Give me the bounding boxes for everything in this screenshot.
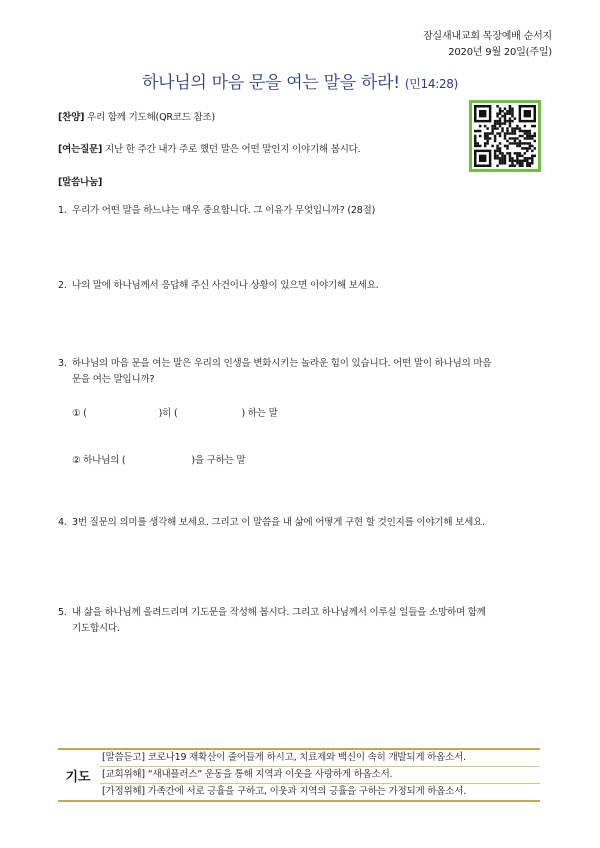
question-number: 2.	[58, 280, 67, 291]
prayer-item: [가정위해] 가족간에 서로 긍휼을 구하고, 이웃과 지역의 긍휼을 구하는 가정되게 하옵소서.	[100, 783, 540, 800]
question-number: 3.	[58, 358, 67, 369]
option-1	[72, 405, 278, 419]
prayer-item: [말씀듣고] 코로나19 재확산이 줄어들게 하시고, 치료제와 백신이 속히 개발되게 하옵소서.	[102, 752, 466, 763]
option-2-part-a: ② 하나님의 (	[72, 455, 126, 466]
service-date: 2020년 9월 20일(주일)	[448, 47, 552, 58]
page-title	[0, 68, 600, 93]
praise-line	[58, 109, 215, 123]
question-4	[58, 515, 548, 531]
question-text: 내 삶을 하나님께 올려드리며 기도문을 작성해 봅시다. 그리고 하나님께서 이루실 일들을 소망하며 함께	[72, 607, 486, 618]
question-text: 우리가 어떤 말을 하느냐는 매우 중요합니다. 그 이유가 무엇입니까? (28절)	[72, 205, 376, 216]
qr-code-icon[interactable]	[469, 100, 541, 172]
question-number: 1.	[58, 205, 67, 216]
question-number: 5.	[58, 607, 67, 618]
question-2	[58, 278, 548, 294]
option-1-part-a: ① (	[72, 408, 87, 419]
question-1	[58, 203, 548, 219]
question-number: 4.	[58, 517, 67, 528]
opening-text: 지난 한 주간 내가 주로 했던 말은 어떤 말인지 이야기해 봅시다.	[105, 144, 361, 155]
sharing-tag: [말씀나눔]	[58, 177, 103, 188]
qr-code-graphic	[474, 105, 536, 167]
prayer-box	[58, 748, 540, 802]
church-name: 잠실새내교회 목장예배 순서지	[423, 31, 552, 42]
question-text-continued: 문을 여는 말입니까?	[72, 374, 155, 385]
question-5	[58, 605, 548, 637]
option-2-part-b: )을 구하는 말	[191, 455, 246, 466]
option-2	[72, 452, 245, 466]
question-text: 나의 말에 하나님께서 응답해 주신 사건이나 상황이 있으면 이야기해 보세요.	[72, 280, 379, 291]
question-text: 하나님의 마음 문을 여는 말은 우리의 인생을 변화시키는 놀라운 힘이 있습니다. 어떤 말이 하나님의 마음	[72, 358, 492, 369]
question-3	[58, 356, 548, 388]
title-main: 하나님의 마음 문을 여는 말을 하라!	[142, 73, 400, 93]
option-1-part-b: )히 (	[158, 408, 178, 419]
prayer-label: 기도	[65, 769, 91, 785]
option-1-part-c: ) 하는 말	[241, 408, 278, 419]
question-text: 3번 질문의 의미를 생각해 보세요. 그리고 이 말씀을 내 삶에 어떻게 구현 할 것인지를 이야기해 보세요.	[72, 517, 485, 528]
question-text-continued: 기도합시다.	[72, 623, 120, 634]
opening-tag: [여는질문]	[58, 144, 103, 155]
sharing-line	[58, 174, 102, 188]
prayer-item: [교회위해] “새내플러스” 운동을 통해 지역과 이웃을 사랑하게 하옵소서.	[100, 766, 540, 783]
opening-question-line	[58, 141, 360, 155]
title-ref: (민14:28)	[404, 77, 458, 91]
praise-text: 우리 함께 기도해(QR코드 참조)	[87, 112, 215, 123]
praise-tag: [찬양]	[58, 112, 85, 123]
